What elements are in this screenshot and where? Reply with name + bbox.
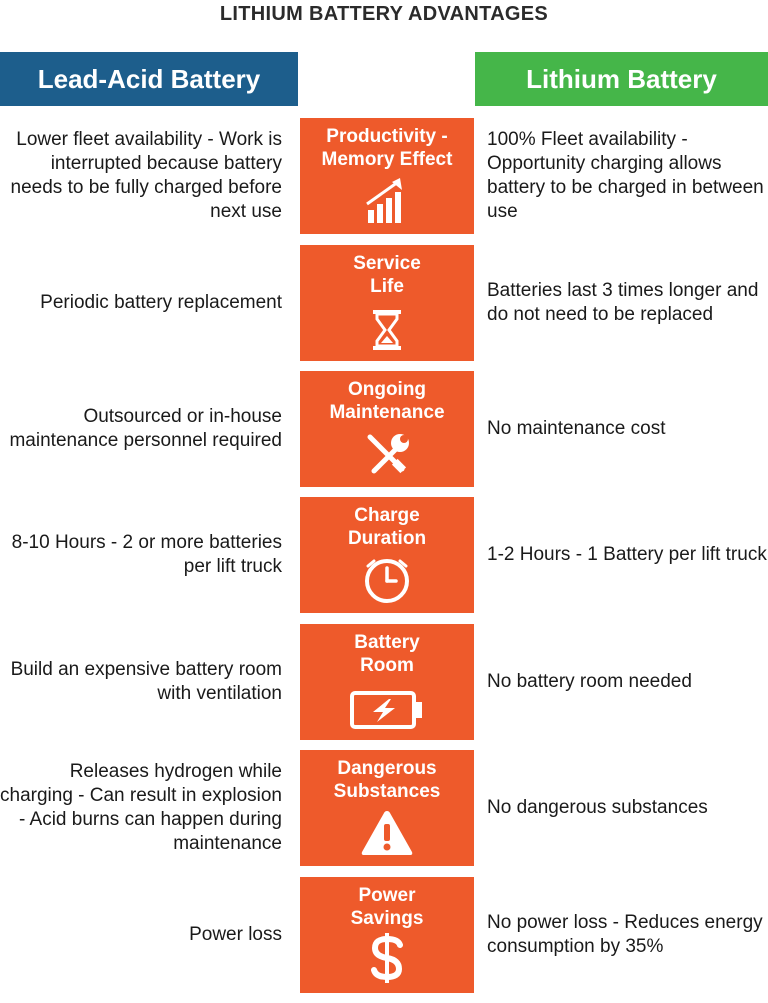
lithium-text: No maintenance cost: [487, 418, 666, 439]
category-label: Charge Duration: [347, 505, 427, 549]
lead-acid-header: [0, 52, 298, 106]
lead-acid-header-label: Lead-Acid Battery: [37, 63, 261, 94]
lithium-header-label: Lithium Battery: [526, 63, 717, 94]
category-label: Service Life: [353, 253, 421, 297]
lithium-text: Batteries last 3 times longer and do not need to be replaced: [487, 280, 759, 325]
lithium-cell-charge-duration: [487, 497, 768, 613]
warning-icon: [300, 808, 474, 858]
lithium-cell-maintenance: [487, 371, 768, 487]
bar-chart-up-icon: [300, 176, 474, 226]
page-title: LITHIUM BATTERY ADVANTAGES: [219, 3, 549, 25]
lithium-text: No dangerous substances: [487, 797, 708, 818]
category-service-life: [300, 245, 474, 361]
lead-acid-text: Lower fleet availability - Work is interrupted because battery needs to be fully charged before next use: [10, 129, 282, 222]
lithium-cell-service-life: [487, 245, 768, 361]
lead-acid-text: Build an expensive battery room with ventilation: [10, 659, 282, 704]
lead-acid-text: Outsourced or in-house maintenance personnel required: [9, 406, 282, 451]
lead-acid-cell-service-life: [0, 245, 282, 361]
lithium-text: 1-2 Hours - 1 Battery per lift truck: [487, 544, 767, 565]
category-label: Battery Room: [354, 632, 420, 676]
lead-acid-text: Periodic battery replacement: [40, 292, 282, 313]
lead-acid-cell-productivity: [0, 118, 282, 234]
category-label: Productivity - Memory Effect: [321, 126, 453, 170]
lead-acid-cell-power-savings: [0, 877, 282, 993]
lithium-text: No battery room needed: [487, 671, 692, 692]
lead-acid-text: Power loss: [189, 924, 282, 945]
lithium-cell-battery-room: [487, 624, 768, 740]
lead-acid-cell-maintenance: [0, 371, 282, 487]
dollar-icon: [300, 931, 474, 985]
lead-acid-cell-dangerous: [0, 750, 282, 866]
lithium-header: [475, 52, 768, 106]
category-charge-duration: [300, 497, 474, 613]
category-dangerous: [300, 750, 474, 866]
battery-bolt-icon: [300, 688, 474, 732]
lithium-text: 100% Fleet availability - Opportunity charging allows battery to be charged in between use: [487, 129, 764, 222]
category-productivity: [300, 118, 474, 234]
clock-icon: [300, 555, 474, 605]
lithium-cell-dangerous: [487, 750, 768, 866]
lithium-cell-power-savings: [487, 877, 768, 993]
lead-acid-cell-charge-duration: [0, 497, 282, 613]
lithium-text: No power loss - Reduces energy consumption by 35%: [487, 912, 763, 957]
category-power-savings: [300, 877, 474, 993]
lead-acid-cell-battery-room: [0, 624, 282, 740]
lead-acid-text: 8-10 Hours - 2 or more batteries per lift truck: [11, 532, 282, 577]
category-maintenance: [300, 371, 474, 487]
category-label: Dangerous Substances: [333, 758, 441, 802]
category-battery-room: [300, 624, 474, 740]
hourglass-icon: [300, 307, 474, 353]
category-label: Power Savings: [350, 885, 424, 929]
lead-acid-text: Releases hydrogen while charging - Can result in explosion - Acid burns can happen during maintenance: [0, 761, 282, 854]
lithium-cell-productivity: [487, 118, 768, 234]
category-label: Ongoing Maintenance: [329, 379, 445, 423]
wrench-screwdriver-icon: [300, 429, 474, 479]
